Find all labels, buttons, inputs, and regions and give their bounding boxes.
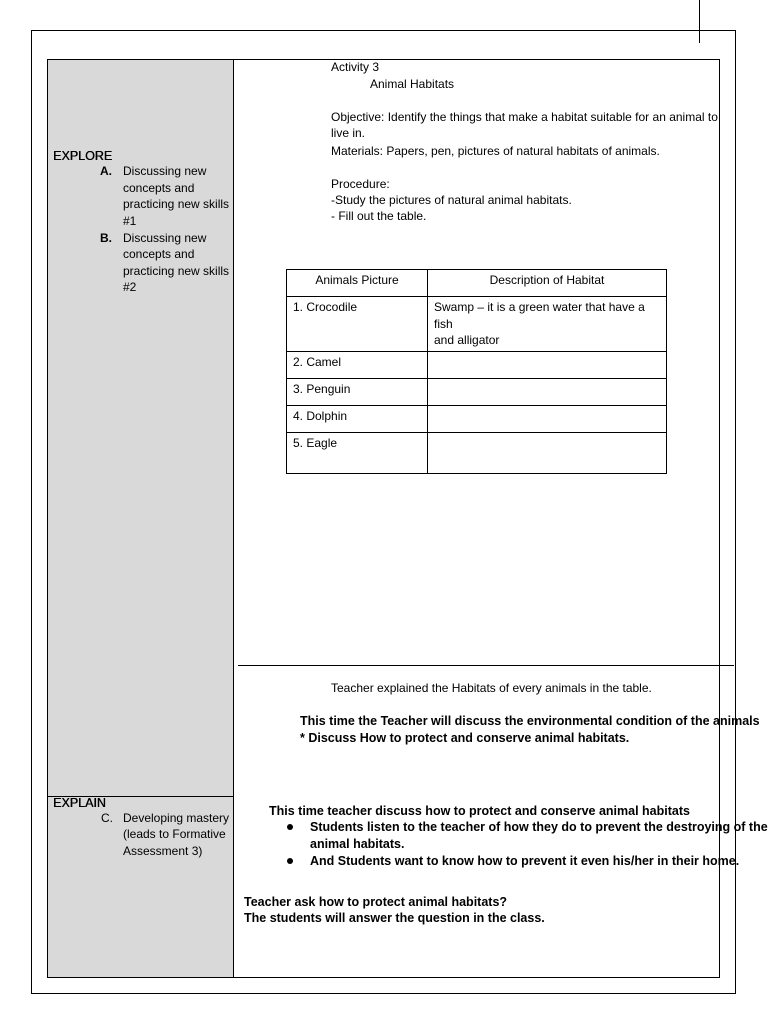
procedure-step-2: - Fill out the table. <box>331 209 427 223</box>
discussion-intro: Teacher explained the Habitats of every animals in the table. <box>331 681 652 695</box>
objective-line-1: Objective: Identify the things that make a habitat suitable for an animal to <box>331 110 718 124</box>
description-line: Swamp – it is a green water that have a fish <box>434 300 645 331</box>
explain-item-c-letter: C. <box>101 811 113 825</box>
description-cell <box>428 351 667 378</box>
bullet-icon <box>287 858 293 864</box>
description-cell <box>428 378 667 405</box>
explore-item-b-line: #2 <box>123 280 137 294</box>
bullet-icon <box>287 824 293 830</box>
explore-item-a-line: practicing new skills <box>123 197 230 211</box>
discussion-line-1: This time the Teacher will discuss the environmental condition of the animals <box>300 714 760 728</box>
header-description: Description of Habitat <box>428 270 667 297</box>
explore-item-a-line: Discussing new <box>123 164 207 178</box>
explain-item-c-line: (leads to Formative <box>123 827 226 841</box>
procedure-step-1: -Study the pictures of natural animal habitats. <box>331 193 572 207</box>
habitat-table <box>286 269 667 474</box>
table-row <box>287 405 667 432</box>
materials: Materials: Papers, pen, pictures of natural habitats of animals. <box>331 144 660 158</box>
activity-number: Activity 3 <box>331 60 380 74</box>
description-cell <box>428 432 667 473</box>
table-row <box>287 432 667 473</box>
explain-item-c-line: Assessment 3) <box>123 844 203 858</box>
closing-line-1: Teacher ask how to protect animal habitats? <box>244 895 508 909</box>
animal-cell: 4. Dolphin <box>287 405 428 432</box>
explore-item-a-line: concepts and <box>123 181 195 195</box>
description-cell <box>428 297 667 352</box>
explore-item-b-line: practicing new skills <box>123 264 230 278</box>
explore-item-a-line: #1 <box>123 214 137 228</box>
explain-heading: EXPLAIN <box>53 796 106 810</box>
animal-cell: 5. Eagle <box>287 432 428 473</box>
header-animals-picture: Animals Picture <box>287 270 428 297</box>
table-header-row <box>287 270 667 297</box>
table-row <box>287 351 667 378</box>
table-row <box>287 378 667 405</box>
procedure-label: Procedure: <box>331 177 390 191</box>
animal-cell: 3. Penguin <box>287 378 428 405</box>
table-row <box>287 297 667 352</box>
discussion-line-2: * Discuss How to protect and conserve animal habitats. <box>300 731 630 745</box>
explain-item-c-line: Developing mastery <box>123 811 230 825</box>
explore-heading: EXPLORE <box>53 149 113 163</box>
description-line: and alligator <box>434 333 500 347</box>
closing-line-2: The students will answer the question in the class. <box>244 911 545 925</box>
bullet-1-line-1: Students listen to the teacher of how they do to prevent the destroying of the <box>310 820 768 834</box>
explore-item-b-letter: B. <box>100 231 112 245</box>
explain-intro: This time teacher discuss how to protect and conserve animal habitats <box>269 804 690 818</box>
explore-item-a-letter: A. <box>100 164 112 178</box>
animal-cell: 1. Crocodile <box>287 297 428 352</box>
corner-mark <box>699 0 700 43</box>
explore-item-b-line: Discussing new <box>123 231 207 245</box>
explore-item-b-line: concepts and <box>123 247 195 261</box>
bullet-1-line-2: animal habitats. <box>310 837 405 851</box>
activity-title: Animal Habitats <box>370 77 455 91</box>
description-cell <box>428 405 667 432</box>
objective-line-2: live in. <box>331 126 366 140</box>
bullet-2-line-1: And Students want to know how to prevent it even his/her in their home. <box>310 854 740 868</box>
animal-cell: 2. Camel <box>287 351 428 378</box>
section-divider <box>238 665 734 666</box>
